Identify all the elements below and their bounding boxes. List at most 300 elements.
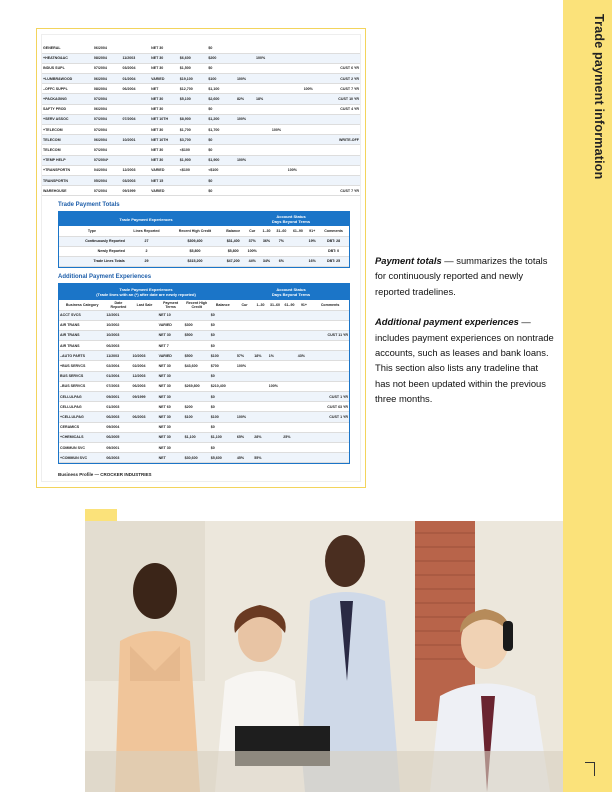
additional-cell	[253, 392, 268, 402]
top-cell: 05/2004	[93, 175, 122, 185]
additional-cell: AIR TRANS	[59, 341, 105, 351]
top-row	[42, 104, 360, 114]
additional-cell	[311, 422, 349, 432]
totals-cell: 6%	[273, 256, 290, 266]
additional-cell: 1%	[268, 351, 283, 361]
top-cell: $0	[207, 104, 236, 114]
additional-cell: 06/2003	[131, 412, 157, 422]
top-cell: $5,100	[179, 94, 208, 104]
top-cell	[271, 53, 287, 63]
additional-cell	[253, 330, 268, 340]
top-cell: $0	[207, 175, 236, 185]
additional-cell: $0	[210, 371, 236, 381]
additional-cell: 55%	[253, 453, 268, 463]
additional-cell: CELLULPAG	[59, 392, 105, 402]
totals-column-header: Type	[59, 226, 125, 236]
additional-cell	[253, 320, 268, 330]
additional-cell: 09/2001	[105, 442, 131, 452]
top-cell	[319, 125, 360, 135]
additional-cell	[131, 442, 157, 452]
additional-cell: 11/2003	[105, 351, 131, 361]
additional-cell	[268, 392, 283, 402]
additional-cell	[236, 330, 253, 340]
top-cell	[287, 74, 303, 84]
additional-cell	[297, 361, 312, 371]
additional-cell	[311, 361, 349, 371]
top-row	[42, 186, 360, 196]
top-row	[42, 135, 360, 145]
top-cell: 06/2004	[122, 84, 151, 94]
additional-cell	[184, 422, 210, 432]
totals-cell	[290, 236, 307, 246]
totals-column-header: 31–60	[273, 226, 290, 236]
top-cell: NET 30	[150, 104, 179, 114]
top-cell	[303, 104, 319, 114]
top-cell	[319, 145, 360, 155]
additional-left-header	[59, 287, 233, 297]
top-cell	[236, 104, 255, 114]
totals-cell: 37%	[245, 236, 260, 246]
top-cell: 100%	[287, 165, 303, 175]
additional-cell: CERAMICS	[59, 422, 105, 432]
additional-cell	[268, 320, 283, 330]
top-cell: CUST 7 YR	[319, 186, 360, 196]
report-footer-note: Business Profile — CROCKER INDUSTRIES	[58, 472, 152, 478]
top-row	[42, 84, 360, 94]
totals-cell: 34%	[260, 256, 273, 266]
additional-cell: $1,100	[184, 432, 210, 442]
totals-column-header: 1–30	[260, 226, 273, 236]
additional-cell: $0	[210, 320, 236, 330]
additional-column-header: 31–60	[268, 300, 283, 310]
top-cell: INDUS SUPL	[42, 63, 93, 73]
additional-cell	[236, 402, 253, 412]
top-cell	[287, 104, 303, 114]
additional-cell	[268, 412, 283, 422]
additional-cell	[184, 392, 210, 402]
additional-cell: $700	[210, 361, 236, 371]
top-cell: TRANSPORTN	[42, 175, 93, 185]
additional-cell	[268, 330, 283, 340]
top-cell: 07/2004	[93, 145, 122, 155]
top-cell: WRITE-OFF	[319, 135, 360, 145]
additional-cell: 100%	[236, 361, 253, 371]
top-cell: 07/2004	[93, 63, 122, 73]
top-cell	[236, 135, 255, 145]
top-cell: 100%	[236, 114, 255, 124]
top-cell: $8,900	[179, 114, 208, 124]
additional-cell: NET 30	[158, 371, 184, 381]
top-cell	[179, 104, 208, 114]
totals-cell: Newly Reported	[59, 246, 125, 256]
top-cell: $0	[207, 43, 236, 53]
top-cell	[255, 74, 271, 84]
top-cell: $1,500	[179, 63, 208, 73]
top-cell	[287, 114, 303, 124]
additional-cell	[297, 371, 312, 381]
additional-cell: NET	[158, 453, 184, 463]
top-cell	[303, 74, 319, 84]
top-cell	[271, 43, 287, 53]
additional-cell: $0	[210, 310, 236, 320]
top-cell: VARIED	[150, 186, 179, 196]
top-cell	[303, 165, 319, 175]
additional-cell	[297, 453, 312, 463]
additional-row	[59, 381, 349, 391]
additional-cell: CELLULPAG	[59, 402, 105, 412]
additional-cell: 10/2003	[105, 330, 131, 340]
totals-row	[59, 236, 349, 246]
additional-cell	[297, 381, 312, 391]
additional-cell	[311, 381, 349, 391]
totals-column-header: Comments	[318, 226, 349, 236]
top-row	[42, 145, 360, 155]
additional-cell	[282, 320, 297, 330]
totals-cell: $47,200	[222, 256, 245, 266]
top-cell: 03/2003	[122, 175, 151, 185]
top-cell: CUST 4 YR	[319, 104, 360, 114]
top-cell	[303, 125, 319, 135]
additional-cell: 12/2003	[131, 371, 157, 381]
top-cell: 03/2004	[122, 63, 151, 73]
additional-cell	[311, 341, 349, 351]
desc-term-1: Payment totals	[375, 255, 442, 266]
additional-cell	[282, 453, 297, 463]
top-cell	[236, 53, 255, 63]
additional-cell: 10/2002	[105, 320, 131, 330]
top-cell: 07/2004	[93, 186, 122, 196]
top-cell	[271, 104, 287, 114]
top-cell	[271, 175, 287, 185]
additional-cell	[282, 422, 297, 432]
additional-cell: 100%	[268, 381, 283, 391]
additional-cell	[131, 402, 157, 412]
top-cell: 06/2004	[93, 135, 122, 145]
top-cell	[271, 155, 287, 165]
additional-cell: $269,800	[184, 381, 210, 391]
additional-cell: 09/2001	[105, 392, 131, 402]
additional-cell	[311, 442, 349, 452]
additional-cell	[311, 371, 349, 381]
totals-row	[59, 246, 349, 256]
additional-cell: +CHEMICALS	[59, 432, 105, 442]
top-row	[42, 43, 360, 53]
top-cell: 07/2004	[93, 114, 122, 124]
description-panel	[375, 253, 555, 422]
top-cell: 09/1999	[122, 186, 151, 196]
top-cell	[303, 135, 319, 145]
additional-cell: +CELLULPAG	[59, 412, 105, 422]
additional-cell	[236, 320, 253, 330]
totals-cell: DBT: 25	[318, 256, 349, 266]
top-cell: $2,600	[207, 94, 236, 104]
additional-cell	[184, 310, 210, 320]
top-cell	[255, 165, 271, 175]
top-cell: +TELECOM	[42, 125, 93, 135]
totals-column-header: Cur	[245, 226, 260, 236]
additional-column-header: Payment Terms	[158, 300, 184, 310]
additional-cell: +COMMUN SVC	[59, 453, 105, 463]
additional-cell: 02/2004	[131, 361, 157, 371]
additional-cell: $0	[210, 341, 236, 351]
top-cell	[179, 43, 208, 53]
additional-cell: $200	[184, 402, 210, 412]
additional-cell: ACCT SVCS	[59, 310, 105, 320]
top-cell: $1,200	[207, 114, 236, 124]
additional-row	[59, 453, 349, 463]
additional-cell	[236, 392, 253, 402]
top-cell: +TEMP HELP	[42, 155, 93, 165]
top-cell: 06/2004	[93, 104, 122, 114]
additional-column-header: Last Sale	[131, 300, 157, 310]
additional-cell: CUST 63 YR	[311, 402, 349, 412]
top-cell	[287, 94, 303, 104]
top-cell	[319, 43, 360, 53]
additional-cell	[282, 361, 297, 371]
top-cell	[255, 43, 271, 53]
additional-cell: $0	[210, 402, 236, 412]
additional-cell: $0	[210, 392, 236, 402]
totals-cell	[260, 246, 273, 256]
top-cell: 100%	[236, 155, 255, 165]
additional-cell	[236, 341, 253, 351]
top-cell	[287, 186, 303, 196]
additional-cell	[131, 453, 157, 463]
top-cell: VARIED	[150, 165, 179, 175]
additional-cell: 57%	[236, 351, 253, 361]
additional-cell	[297, 320, 312, 330]
additional-cell: AIR TRANS	[59, 320, 105, 330]
top-cell: 12/2003	[122, 165, 151, 175]
additional-cell: CUST 1 YR	[311, 412, 349, 422]
top-row	[42, 114, 360, 124]
additional-column-header: Recent High Credit	[184, 300, 210, 310]
top-cell: 08/2004	[93, 53, 122, 63]
top-cell	[287, 63, 303, 73]
additional-cell	[282, 371, 297, 381]
top-cell: +HEATNG&AC	[42, 53, 93, 63]
totals-cell: 19%	[306, 236, 318, 246]
top-cell: $6,600	[179, 53, 208, 63]
top-cell: VARIED	[150, 74, 179, 84]
totals-cell: $315,200	[168, 256, 222, 266]
totals-cell: 7%	[273, 236, 290, 246]
top-cell	[255, 186, 271, 196]
additional-cell: NET 30	[158, 412, 184, 422]
top-cell: $1,900	[207, 155, 236, 165]
additional-cell: $0	[210, 442, 236, 452]
top-cell	[303, 175, 319, 185]
totals-cell: $5,800	[168, 246, 222, 256]
totals-cell: $309,400	[168, 236, 222, 246]
additional-cell: NET 30	[158, 381, 184, 391]
top-cell: 07/2004	[122, 114, 151, 124]
additional-cell	[282, 310, 297, 320]
totals-cell: 44%	[245, 256, 260, 266]
top-cell	[271, 145, 287, 155]
top-cell: SAFTY PROD	[42, 104, 93, 114]
top-cell	[255, 155, 271, 165]
top-cell	[255, 63, 271, 73]
totals-left-header: Trade Payment Experiences	[119, 216, 173, 222]
totals-cell	[290, 256, 307, 266]
top-cell: 07/2004	[93, 125, 122, 135]
top-cell: +LUMBR&WOOD	[42, 74, 93, 84]
additional-cell	[282, 381, 297, 391]
additional-cell	[253, 361, 268, 371]
additional-cell	[268, 361, 283, 371]
top-cell: $100	[207, 74, 236, 84]
top-cell: $19,100	[179, 74, 208, 84]
top-cell: $1,100	[207, 84, 236, 94]
top-cell: CUST 2 YR	[319, 74, 360, 84]
top-cell	[271, 186, 287, 196]
top-cell: $3,700	[179, 135, 208, 145]
additional-cell: $5,600	[210, 453, 236, 463]
totals-right-header	[233, 214, 349, 224]
additional-column-header: Date Reported	[105, 300, 131, 310]
additional-cell: 25%	[282, 432, 297, 442]
top-cell: +TRANSPORTN	[42, 165, 93, 175]
additional-column-header: Balance	[210, 300, 236, 310]
additional-left-header-line2: (Trade lines with an (*) after date are newly reported)	[96, 291, 196, 297]
additional-cell	[311, 453, 349, 463]
top-cell	[122, 155, 151, 165]
top-cell: $0	[207, 186, 236, 196]
totals-cell: 27	[125, 236, 168, 246]
top-cell	[287, 43, 303, 53]
additional-cell: COMMUN SVC	[59, 442, 105, 452]
additional-cell: NET 7	[158, 341, 184, 351]
totals-table	[59, 226, 349, 267]
top-cell	[303, 155, 319, 165]
top-cell	[271, 135, 287, 145]
additional-cell: NET 30	[158, 422, 184, 432]
additional-cell: $500	[184, 351, 210, 361]
top-row	[42, 125, 360, 135]
business-team-photo	[85, 521, 563, 792]
additional-cell	[297, 422, 312, 432]
top-cell	[271, 165, 287, 175]
top-cell: 100%	[255, 53, 271, 63]
additional-cell	[268, 422, 283, 432]
totals-cell: $5,800	[222, 246, 245, 256]
additional-cell	[268, 341, 283, 351]
additional-cell: NET 30	[158, 432, 184, 442]
top-cell	[287, 135, 303, 145]
additional-cell	[253, 341, 268, 351]
additional-cell: VARIED	[158, 320, 184, 330]
page-corner-mark	[585, 762, 595, 776]
totals-column-header: Recent High Credit	[168, 226, 222, 236]
top-cell: 100%	[303, 84, 319, 94]
top-cell: 04/2004	[93, 165, 122, 175]
additional-row	[59, 442, 349, 452]
additional-cell	[236, 371, 253, 381]
additional-cell: –BUS SERVCS	[59, 381, 105, 391]
desc-text-2: — includes payment experiences on nontrade accounts, such as leases and bank loans. This section also lists any tradeline that has not been updated within the previous three months.	[375, 316, 554, 405]
top-cell	[319, 114, 360, 124]
additional-cell	[311, 320, 349, 330]
totals-cell	[273, 246, 290, 256]
additional-cell: BUS SERVCS	[59, 371, 105, 381]
top-row	[42, 175, 360, 185]
additional-right-header-line1: Account Status	[276, 286, 306, 292]
totals-column-header: 91+	[306, 226, 318, 236]
additional-cell	[282, 330, 297, 340]
additional-heading: Additional Payment Experiences	[58, 273, 152, 280]
totals-cell: Continuously Reported	[59, 236, 125, 246]
additional-column-header-row	[59, 300, 349, 310]
additional-row	[59, 432, 349, 442]
additional-cell	[253, 310, 268, 320]
additional-column-header: 1–30	[253, 300, 268, 310]
additional-cell: 43%	[297, 351, 312, 361]
desc-additional-experiences	[375, 314, 555, 406]
top-cell	[236, 145, 255, 155]
top-cell	[236, 186, 255, 196]
additional-cell: VARIED	[158, 351, 184, 361]
additional-cell	[282, 351, 297, 361]
additional-cell: $300	[184, 320, 210, 330]
additional-row	[59, 320, 349, 330]
additional-cell	[268, 371, 283, 381]
totals-cell: DBT: 28	[318, 236, 349, 246]
additional-cell: 45%	[236, 453, 253, 463]
top-cell: NET 30	[150, 145, 179, 155]
top-cell	[271, 63, 287, 73]
top-cell: <$100	[207, 165, 236, 175]
top-cell	[122, 145, 151, 155]
top-row	[42, 94, 360, 104]
additional-cell: 12/2001	[105, 310, 131, 320]
additional-cell: 01/2004	[105, 371, 131, 381]
additional-cell	[253, 402, 268, 412]
totals-cell: Trade Lines Totals	[59, 256, 125, 266]
additional-cell: 28%	[253, 432, 268, 442]
trade-lines-table	[42, 43, 360, 196]
additional-cell: NET 30	[158, 442, 184, 452]
totals-cell: 2	[125, 246, 168, 256]
top-cell: –OFFC SUPPL	[42, 84, 93, 94]
top-cell	[122, 94, 151, 104]
additional-row	[59, 422, 349, 432]
top-cell: $0	[207, 63, 236, 73]
totals-column-header-row	[59, 226, 349, 236]
top-cell: $0	[207, 145, 236, 155]
top-cell	[255, 145, 271, 155]
top-cell: <$100	[179, 165, 208, 175]
top-row	[42, 53, 360, 63]
additional-cell: 09/2004	[105, 422, 131, 432]
additional-cell	[282, 341, 297, 351]
additional-cell	[282, 402, 297, 412]
top-cell	[303, 186, 319, 196]
additional-cell	[282, 392, 297, 402]
top-cell	[271, 84, 287, 94]
additional-cell	[311, 432, 349, 442]
additional-cell	[297, 432, 312, 442]
top-cell	[303, 94, 319, 104]
additional-cell	[253, 381, 268, 391]
totals-right-header-line2: Days Beyond Terms	[271, 219, 311, 225]
top-cell: 82%	[236, 94, 255, 104]
additional-column-header: 91+	[297, 300, 312, 310]
additional-row	[59, 351, 349, 361]
desc-payment-totals	[375, 253, 555, 299]
top-cell: 07/2004*	[93, 155, 122, 165]
additional-cell	[297, 402, 312, 412]
